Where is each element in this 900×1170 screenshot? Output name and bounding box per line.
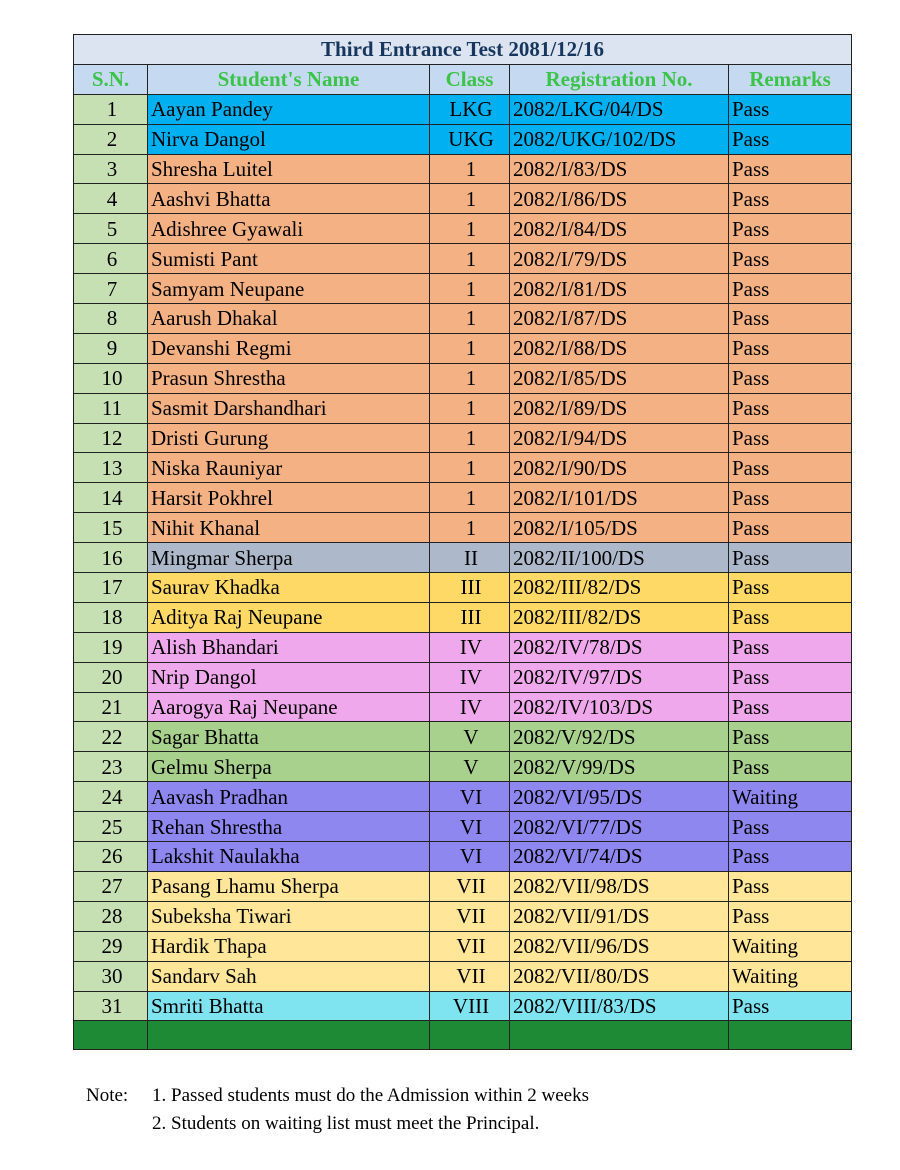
cell-name: Aashvi Bhatta <box>148 184 430 214</box>
cell-name: Prasun Shrestha <box>148 363 430 393</box>
cell-remarks: Pass <box>729 722 852 752</box>
table-row <box>74 94 852 124</box>
cell-class: VI <box>430 812 510 842</box>
cell-sn: 7 <box>74 274 148 304</box>
cell-name: Harsit Pokhrel <box>148 483 430 513</box>
table-row <box>74 662 852 692</box>
cell-name: Aayan Pandey <box>148 94 430 124</box>
table-row <box>74 333 852 363</box>
cell-sn: 11 <box>74 393 148 423</box>
cell-name: Pasang Lhamu Sherpa <box>148 871 430 901</box>
cell-sn: 30 <box>74 961 148 991</box>
cell-name: Aditya Raj Neupane <box>148 602 430 632</box>
cell-remarks: Pass <box>729 184 852 214</box>
cell-name: Nirva Dangol <box>148 124 430 154</box>
cell-name: Devanshi Regmi <box>148 333 430 363</box>
table-row <box>74 901 852 931</box>
table-row <box>74 692 852 722</box>
cell-name: Sumisti Pant <box>148 244 430 274</box>
cell-registration: 2082/I/88/DS <box>510 333 729 363</box>
cell-name: Aarogya Raj Neupane <box>148 692 430 722</box>
table-row <box>74 363 852 393</box>
table-row <box>74 124 852 154</box>
cell-registration: 2082/I/94/DS <box>510 423 729 453</box>
results-table <box>73 34 852 1050</box>
cell-sn: 18 <box>74 602 148 632</box>
cell-remarks: Pass <box>729 483 852 513</box>
cell-class: 1 <box>430 483 510 513</box>
footer-cell <box>510 1021 729 1050</box>
cell-sn: 4 <box>74 184 148 214</box>
cell-registration: 2082/V/99/DS <box>510 752 729 782</box>
cell-name: Saurav Khadka <box>148 573 430 603</box>
cell-registration: 2082/I/89/DS <box>510 393 729 423</box>
cell-registration: 2082/UKG/102/DS <box>510 124 729 154</box>
cell-remarks: Pass <box>729 543 852 573</box>
cell-name: Lakshit Naulakha <box>148 842 430 872</box>
cell-class: 1 <box>430 304 510 334</box>
cell-class: 1 <box>430 363 510 393</box>
cell-sn: 27 <box>74 871 148 901</box>
cell-remarks: Pass <box>729 214 852 244</box>
cell-registration: 2082/VII/96/DS <box>510 931 729 961</box>
cell-class: 1 <box>430 274 510 304</box>
table-row <box>74 632 852 662</box>
table-row <box>74 812 852 842</box>
footer-row <box>74 1021 852 1050</box>
table-row <box>74 513 852 543</box>
cell-class: V <box>430 752 510 782</box>
footer-cell <box>74 1021 148 1050</box>
cell-remarks: Pass <box>729 632 852 662</box>
note-line-2: 2. Students on waiting list must meet the Principal. <box>152 1113 540 1134</box>
cell-registration: 2082/IV/78/DS <box>510 632 729 662</box>
cell-remarks: Pass <box>729 453 852 483</box>
cell-remarks: Pass <box>729 871 852 901</box>
cell-registration: 2082/II/100/DS <box>510 543 729 573</box>
cell-sn: 31 <box>74 991 148 1021</box>
cell-name: Smriti Bhatta <box>148 991 430 1021</box>
cell-name: Rehan Shrestha <box>148 812 430 842</box>
cell-name: Aarush Dhakal <box>148 304 430 334</box>
cell-class: IV <box>430 692 510 722</box>
cell-registration: 2082/VII/98/DS <box>510 871 729 901</box>
cell-remarks: Pass <box>729 363 852 393</box>
cell-name: Nrip Dangol <box>148 662 430 692</box>
cell-sn: 13 <box>74 453 148 483</box>
cell-class: VII <box>430 961 510 991</box>
cell-remarks: Waiting <box>729 782 852 812</box>
table-row <box>74 871 852 901</box>
cell-name: Nihit Khanal <box>148 513 430 543</box>
cell-class: 1 <box>430 184 510 214</box>
cell-class: 1 <box>430 513 510 543</box>
table-title: Third Entrance Test 2081/12/16 <box>74 35 852 65</box>
cell-class: LKG <box>430 94 510 124</box>
cell-name: Sandarv Sah <box>148 961 430 991</box>
cell-registration: 2082/I/84/DS <box>510 214 729 244</box>
footer-cell <box>729 1021 852 1050</box>
cell-class: 1 <box>430 154 510 184</box>
cell-remarks: Pass <box>729 573 852 603</box>
cell-class: VII <box>430 931 510 961</box>
table-row <box>74 842 852 872</box>
cell-sn: 14 <box>74 483 148 513</box>
cell-registration: 2082/I/90/DS <box>510 453 729 483</box>
cell-name: Dristi Gurung <box>148 423 430 453</box>
cell-name: Sasmit Darshandhari <box>148 393 430 423</box>
cell-class: VII <box>430 901 510 931</box>
cell-name: Subeksha Tiwari <box>148 901 430 931</box>
cell-name: Hardik Thapa <box>148 931 430 961</box>
cell-registration: 2082/I/83/DS <box>510 154 729 184</box>
table-row <box>74 543 852 573</box>
cell-sn: 3 <box>74 154 148 184</box>
table-row <box>74 274 852 304</box>
cell-name: Samyam Neupane <box>148 274 430 304</box>
cell-registration: 2082/I/85/DS <box>510 363 729 393</box>
cell-class: VI <box>430 842 510 872</box>
cell-sn: 16 <box>74 543 148 573</box>
table-row <box>74 722 852 752</box>
cell-registration: 2082/VIII/83/DS <box>510 991 729 1021</box>
cell-registration: 2082/LKG/04/DS <box>510 94 729 124</box>
cell-sn: 1 <box>74 94 148 124</box>
cell-sn: 19 <box>74 632 148 662</box>
cell-remarks: Pass <box>729 423 852 453</box>
cell-sn: 28 <box>74 901 148 931</box>
cell-registration: 2082/I/101/DS <box>510 483 729 513</box>
cell-registration: 2082/IV/103/DS <box>510 692 729 722</box>
cell-name: Adishree Gyawali <box>148 214 430 244</box>
cell-class: 1 <box>430 214 510 244</box>
cell-name: Alish Bhandari <box>148 632 430 662</box>
cell-class: V <box>430 722 510 752</box>
cell-registration: 2082/VI/95/DS <box>510 782 729 812</box>
cell-remarks: Waiting <box>729 961 852 991</box>
cell-name: Gelmu Sherpa <box>148 752 430 782</box>
table-row <box>74 602 852 632</box>
table-row <box>74 483 852 513</box>
cell-sn: 15 <box>74 513 148 543</box>
cell-sn: 9 <box>74 333 148 363</box>
cell-remarks: Pass <box>729 842 852 872</box>
table-row <box>74 961 852 991</box>
cell-registration: 2082/VII/80/DS <box>510 961 729 991</box>
cell-sn: 25 <box>74 812 148 842</box>
header-name: Student's Name <box>148 64 430 94</box>
cell-remarks: Pass <box>729 901 852 931</box>
cell-class: 1 <box>430 393 510 423</box>
cell-name: Aavash Pradhan <box>148 782 430 812</box>
cell-registration: 2082/V/92/DS <box>510 722 729 752</box>
cell-sn: 26 <box>74 842 148 872</box>
cell-name: Sagar Bhatta <box>148 722 430 752</box>
cell-registration: 2082/VII/91/DS <box>510 901 729 931</box>
cell-registration: 2082/I/86/DS <box>510 184 729 214</box>
cell-remarks: Pass <box>729 662 852 692</box>
cell-class: III <box>430 602 510 632</box>
cell-sn: 20 <box>74 662 148 692</box>
cell-remarks: Pass <box>729 304 852 334</box>
cell-remarks: Waiting <box>729 931 852 961</box>
cell-registration: 2082/VI/77/DS <box>510 812 729 842</box>
table-row <box>74 154 852 184</box>
cell-registration: 2082/VI/74/DS <box>510 842 729 872</box>
cell-class: 1 <box>430 423 510 453</box>
title-row <box>74 35 852 65</box>
cell-registration: 2082/III/82/DS <box>510 573 729 603</box>
note-label: Note: <box>86 1085 129 1106</box>
cell-class: II <box>430 543 510 573</box>
table-row <box>74 304 852 334</box>
cell-registration: 2082/I/87/DS <box>510 304 729 334</box>
cell-sn: 29 <box>74 931 148 961</box>
header-class: Class <box>430 64 510 94</box>
cell-registration: 2082/IV/97/DS <box>510 662 729 692</box>
cell-class: VII <box>430 871 510 901</box>
table-row <box>74 184 852 214</box>
cell-registration: 2082/I/81/DS <box>510 274 729 304</box>
cell-sn: 17 <box>74 573 148 603</box>
cell-remarks: Pass <box>729 812 852 842</box>
header-row <box>74 64 852 94</box>
cell-sn: 24 <box>74 782 148 812</box>
cell-class: IV <box>430 662 510 692</box>
cell-registration: 2082/I/105/DS <box>510 513 729 543</box>
table-row <box>74 931 852 961</box>
cell-remarks: Pass <box>729 393 852 423</box>
table-row <box>74 244 852 274</box>
cell-class: VI <box>430 782 510 812</box>
note-line-1: 1. Passed students must do the Admission within 2 weeks <box>152 1085 589 1106</box>
cell-registration: 2082/III/82/DS <box>510 602 729 632</box>
cell-remarks: Pass <box>729 602 852 632</box>
cell-class: VIII <box>430 991 510 1021</box>
cell-sn: 23 <box>74 752 148 782</box>
cell-sn: 5 <box>74 214 148 244</box>
table-row <box>74 573 852 603</box>
footer-cell <box>430 1021 510 1050</box>
cell-sn: 22 <box>74 722 148 752</box>
cell-class: 1 <box>430 333 510 363</box>
cell-sn: 12 <box>74 423 148 453</box>
table-row <box>74 423 852 453</box>
cell-sn: 10 <box>74 363 148 393</box>
cell-name: Shresha Luitel <box>148 154 430 184</box>
cell-remarks: Pass <box>729 154 852 184</box>
header-registration: Registration No. <box>510 64 729 94</box>
cell-remarks: Pass <box>729 692 852 722</box>
cell-sn: 2 <box>74 124 148 154</box>
cell-remarks: Pass <box>729 244 852 274</box>
cell-name: Mingmar Sherpa <box>148 543 430 573</box>
table-row <box>74 752 852 782</box>
table-row <box>74 782 852 812</box>
cell-remarks: Pass <box>729 513 852 543</box>
table-row <box>74 453 852 483</box>
cell-name: Niska Rauniyar <box>148 453 430 483</box>
cell-remarks: Pass <box>729 333 852 363</box>
table-row <box>74 214 852 244</box>
cell-sn: 21 <box>74 692 148 722</box>
cell-sn: 6 <box>74 244 148 274</box>
table-body <box>74 94 852 1021</box>
cell-remarks: Pass <box>729 991 852 1021</box>
cell-class: 1 <box>430 244 510 274</box>
cell-registration: 2082/I/79/DS <box>510 244 729 274</box>
cell-remarks: Pass <box>729 752 852 782</box>
cell-class: UKG <box>430 124 510 154</box>
cell-class: IV <box>430 632 510 662</box>
table-row <box>74 393 852 423</box>
cell-remarks: Pass <box>729 124 852 154</box>
header-remarks: Remarks <box>729 64 852 94</box>
cell-sn: 8 <box>74 304 148 334</box>
footer-cell <box>148 1021 430 1050</box>
table-row <box>74 991 852 1021</box>
cell-remarks: Pass <box>729 94 852 124</box>
cell-class: III <box>430 573 510 603</box>
cell-class: 1 <box>430 453 510 483</box>
cell-remarks: Pass <box>729 274 852 304</box>
header-sn: S.N. <box>74 64 148 94</box>
